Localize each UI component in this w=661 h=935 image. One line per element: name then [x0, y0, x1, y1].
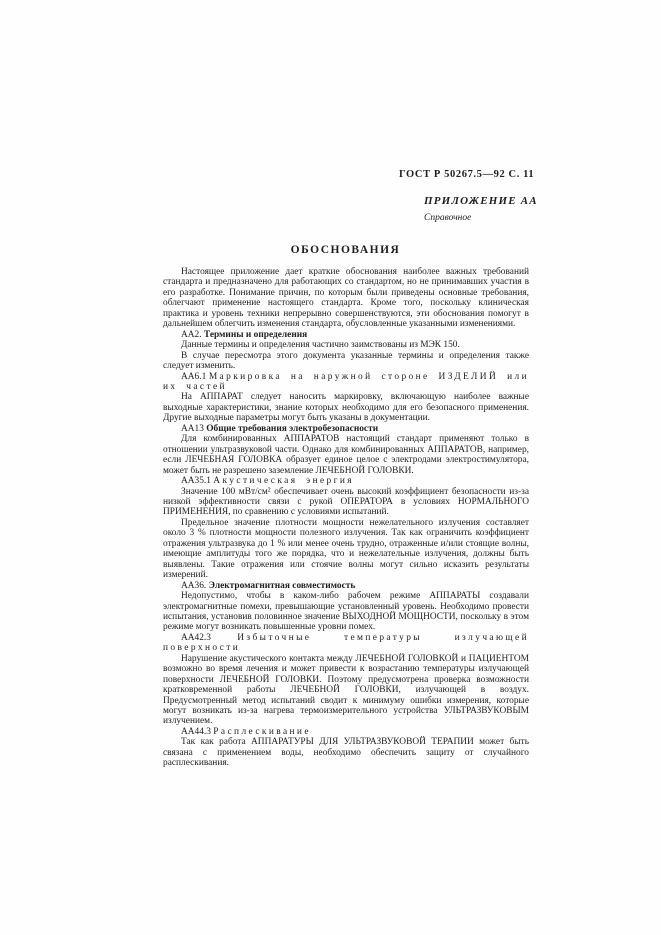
section-number: АА13 — [181, 423, 207, 434]
section-number: АА36. — [181, 580, 209, 591]
section-title: Термины и определения — [203, 329, 308, 340]
standard-number-header: ГОСТ Р 50267.5—92 С. 11 — [399, 169, 535, 180]
section-title: Электромагнитная совместимость — [208, 580, 356, 591]
section-heading — [163, 476, 529, 486]
paragraph: Недопустимо, чтобы в каком-либо рабочем режиме АППАРАТЫ создавали электромагнитные помехи, превышающие установленный уровень. Необходимо провести испытания, установив половинное значение ВЫХОДНОЙ МОЩНОСТИ, поскольку в этом режиме могут возникать повышенные уровни помех. — [163, 591, 529, 633]
section-number: АА35.1 — [181, 476, 214, 487]
paragraph: В случае пересмотра этого документа указанные термины и определения также следует изменить. — [163, 350, 529, 372]
annex-title: ПРИЛОЖЕНИЕ АА — [424, 195, 538, 207]
document-body — [163, 267, 529, 769]
paragraph: Настоящее приложение дает краткие обоснования наиболее важных требований стандарта и предназначено для работающих со стандартом, но не принимавших участия в его разработке. Понимание причин, по которым были приведены основные требования, облегчают применение настоящего стандарта. Кроме того, поскольку клиническая практика и уровень техники непрерывно совершенствуются, эти обоснования помогут в дальнейшем облегчить изменения стандарта, обусловленные указанными изменениями. — [163, 267, 529, 330]
section-heading — [163, 633, 529, 654]
section-number: АА42.3 — [181, 632, 238, 643]
paragraph: Так как работа АППАРАТУРЫ ДЛЯ УЛЬТРАЗВУКОВОЙ ТЕРАПИИ может быть связана с применением воды, необходимо обеспечить защиту от случайного расплескивания. — [163, 737, 529, 769]
section-number: АА6.1 — [181, 371, 209, 382]
section-title: Избыточные температуры излучающей поверхности — [163, 632, 529, 654]
document-title: ОБОСНОВАНИЯ — [290, 244, 401, 256]
section-title: Акустическая энергия — [213, 476, 355, 487]
paragraph: На АППАРАТ следует наносить маркировку, включающую наиболее важные выходные характеристики, знание которых необходимо для его безопасного применения. Другие выходные параметры могут быть указаны в документации. — [163, 392, 529, 424]
section-title: Общие требования электробезопасности — [206, 423, 379, 434]
section-title: Расплескивание — [213, 726, 311, 737]
paragraph: Значение 100 мВт/см² обеспечивает очень высокий коэффициент безопасности из-за низкой эффективности связи с рукой ОПЕРАТОРА в условиях НОРМАЛЬНОГО ПРИМЕНЕНИЯ, по сравнению с условиями испытаний. — [163, 486, 529, 518]
section-heading — [163, 727, 529, 737]
section-number: АА2. — [181, 329, 204, 340]
section-title: Маркировка на наружной стороне ИЗДЕЛИЙ или их частей — [163, 371, 529, 392]
section-number: АА44.3 — [181, 726, 214, 737]
paragraph: Для комбинированных АППАРАТОВ настоящий стандарт применяют только в отношении ультразвуковой части. Однако для комбинированных АППАРАТОВ, например, если ЛЕЧЕБНАЯ ГОЛОВКА образует единое целое с электродами электростимулятора, может быть не разрешено заземление ЛЕЧЕБНОЙ ГОЛОВКИ. — [163, 434, 529, 476]
section-heading — [163, 372, 529, 393]
section-heading — [163, 581, 529, 591]
section-heading — [163, 424, 529, 434]
annex-subtitle: Справочное — [424, 213, 472, 223]
paragraph: Данные термины и определения частично заимствованы из МЭК 150. — [181, 340, 460, 351]
paragraph: Предельное значение плотности мощности нежелательного излучения составляет около 3 % плотности мощности полезного излучения. Так как ограничить коэффициент отражения ультразвука до 1 % или менее очень трудно, отраженные и/или стоящие волны, имеющие амплитуды того же порядка, что и нежелательные излучения, должны быть выявлены. Такие отражения или стоячие волны могут сильно исказить результаты измерений. — [163, 517, 529, 581]
section-heading — [163, 330, 529, 340]
paragraph: Нарушение акустического контакта между ЛЕЧЕБНОЙ ГОЛОВКОЙ и ПАЦИЕНТОМ возможно во время лечения и может привести к возрастанию температуры излучающей поверхности ЛЕЧЕБНОЙ ГОЛОВКИ. Поэтому предусмотрена проверка возможности кратковременной работы ЛЕЧЕБНОЙ ГОЛОВКИ, излучающей в воздух. Предусмотренный метод испытаний сводит к минимуму ошибки измерения, которые могут возникать из-за нагрева термоизмерительного устройства УЛЬТРАЗВУКОВЫМ излучением. — [163, 653, 529, 727]
